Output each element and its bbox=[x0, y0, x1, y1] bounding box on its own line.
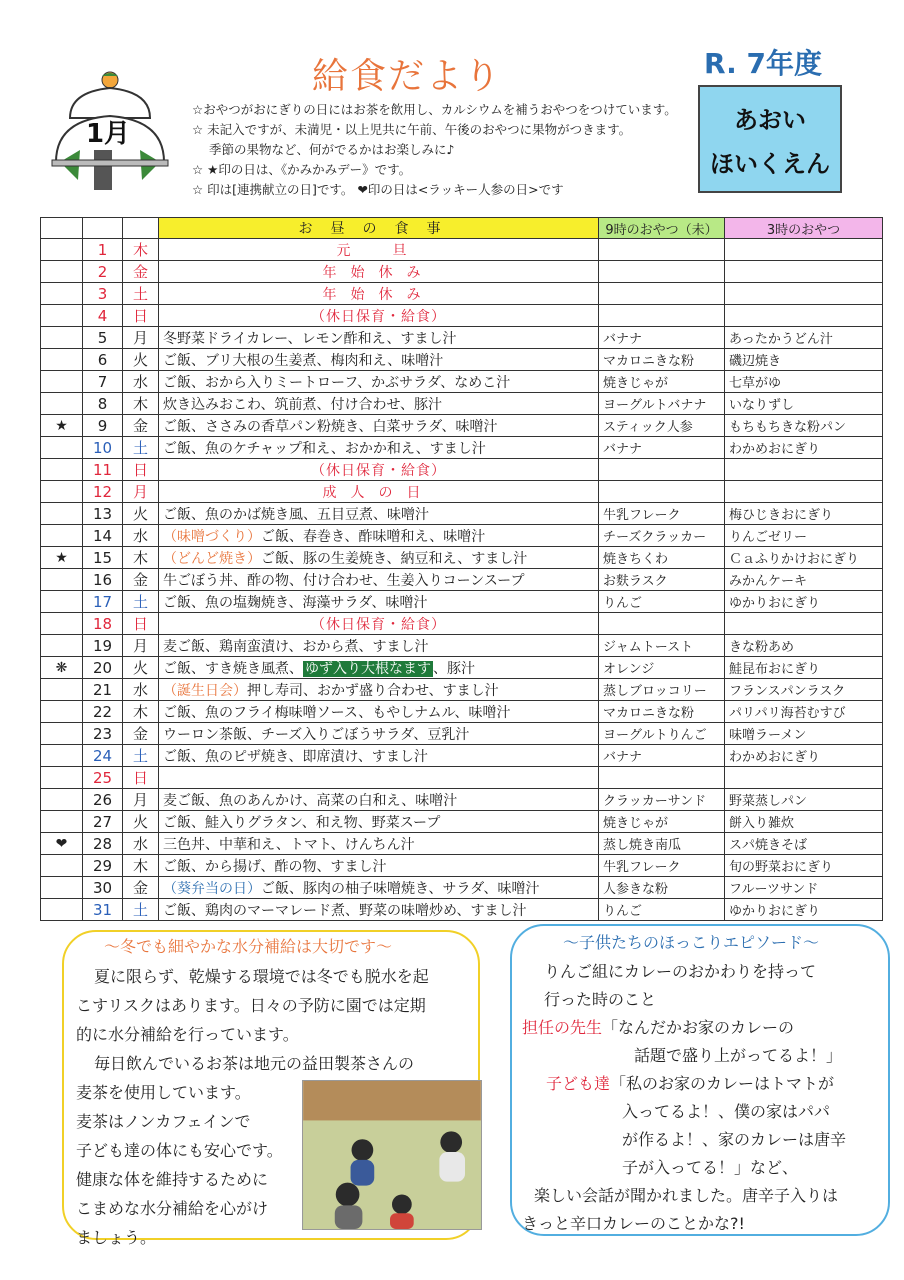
snack9-cell bbox=[599, 239, 725, 261]
snack3-cell: きな粉あめ bbox=[725, 635, 883, 657]
snack3-cell: パリパリ海苔むすび bbox=[725, 701, 883, 723]
mark-cell bbox=[41, 327, 83, 349]
snack3-cell bbox=[725, 283, 883, 305]
snack3-cell bbox=[725, 613, 883, 635]
snack3-cell: 餅入り雑炊 bbox=[725, 811, 883, 833]
lunch-text: ご飯、魚の塩麹焼き、海藻サラダ、味噌汁 bbox=[163, 594, 428, 611]
mark-cell bbox=[41, 877, 83, 899]
hydration-line: こまめな水分補給を心がけ bbox=[76, 1199, 269, 1218]
kids-line: 「私のお家のカレーはトマトが bbox=[610, 1074, 835, 1093]
lunch-cell bbox=[159, 393, 599, 415]
lunch-cell bbox=[159, 635, 599, 657]
snack9-cell: りんご bbox=[599, 591, 725, 613]
table-row bbox=[41, 723, 883, 745]
table-row bbox=[41, 899, 883, 921]
day-cell: 24 bbox=[83, 745, 123, 767]
dow-cell: 金 bbox=[123, 261, 159, 283]
table-row bbox=[41, 283, 883, 305]
mark-cell: ❋ bbox=[41, 657, 83, 679]
event-tag: （どんど焼き） bbox=[163, 550, 261, 567]
lunch-text: ご飯、ブリ大根の生姜煮、梅肉和え、味噌汁 bbox=[163, 352, 444, 369]
dow-cell: 土 bbox=[123, 745, 159, 767]
kids-line: 子が入ってる！」など、 bbox=[622, 1158, 799, 1177]
lunch-text: ご飯、魚のかば焼き風、五目豆煮、味噌汁 bbox=[163, 506, 429, 523]
snack9-cell: 牛乳フレーク bbox=[599, 855, 725, 877]
mark-cell: ★ bbox=[41, 547, 83, 569]
hydration-line: 的に水分補給を行っています。 bbox=[76, 1025, 299, 1044]
lunch-cell: （休日保育・給食） bbox=[159, 305, 599, 327]
snack3-cell: スパ焼きそば bbox=[725, 833, 883, 855]
table-row bbox=[41, 415, 883, 437]
mark-header bbox=[41, 218, 83, 239]
snack9-header: 9時のおやつ（未） bbox=[599, 218, 725, 239]
table-row bbox=[41, 679, 883, 701]
day-cell: 31 bbox=[83, 899, 123, 921]
day-cell: 18 bbox=[83, 613, 123, 635]
table-row bbox=[41, 811, 883, 833]
dow-cell: 木 bbox=[123, 547, 159, 569]
lunch-text: ご飯、豚肉の柚子味噌焼き、サラダ、味噌汁 bbox=[261, 880, 540, 897]
snack9-cell: りんご bbox=[599, 899, 725, 921]
lunch-cell bbox=[159, 767, 599, 789]
snack3-cell: 野菜蒸しパン bbox=[725, 789, 883, 811]
episode-outro: 楽しい会話が聞かれました。唐辛子入りは bbox=[534, 1186, 839, 1205]
mark-cell bbox=[41, 679, 83, 701]
hydration-line: こすリスクはあります。日々の予防に園では定期 bbox=[76, 996, 426, 1015]
nursery-name-line1: あおい bbox=[734, 105, 806, 134]
table-row bbox=[41, 239, 883, 261]
lunch-cell bbox=[159, 569, 599, 591]
table-row bbox=[41, 393, 883, 415]
lunch-cell: （休日保育・給食） bbox=[159, 459, 599, 481]
dow-cell: 火 bbox=[123, 503, 159, 525]
dow-cell: 水 bbox=[123, 833, 159, 855]
table-row bbox=[41, 767, 883, 789]
snack3-cell: わかめおにぎり bbox=[725, 437, 883, 459]
snack9-cell: 焼きじゃが bbox=[599, 371, 725, 393]
dow-cell: 日 bbox=[123, 767, 159, 789]
snack3-cell: 味噌ラーメン bbox=[725, 723, 883, 745]
table-row bbox=[41, 877, 883, 899]
snack3-cell bbox=[725, 305, 883, 327]
table-row bbox=[41, 327, 883, 349]
snack3-cell: もちもちきな粉パン bbox=[725, 415, 883, 437]
mark-cell bbox=[41, 899, 83, 921]
lunch-text: ご飯、鮭入りグラタン、和え物、野菜スープ bbox=[163, 814, 441, 831]
mark-cell bbox=[41, 789, 83, 811]
lunch-text: ご飯、魚のフライ梅味噌ソース、もやしナムル、味噌汁 bbox=[163, 704, 511, 721]
snack3-cell: Ｃａふりかけおにぎり bbox=[725, 547, 883, 569]
day-cell: 29 bbox=[83, 855, 123, 877]
lunch-cell bbox=[159, 437, 599, 459]
snack9-cell: ヨーグルトバナナ bbox=[599, 393, 725, 415]
fiscal-year: R. 7年度 bbox=[704, 47, 822, 80]
lunch-cell: （休日保育・給食） bbox=[159, 613, 599, 635]
lunch-text: 麦ご飯、魚のあんかけ、高菜の白和え、味噌汁 bbox=[163, 792, 458, 809]
mark-cell bbox=[41, 635, 83, 657]
mark-cell bbox=[41, 261, 83, 283]
lunch-text: ウーロン茶飯、チーズ入りごぼうサラダ、豆乳汁 bbox=[163, 726, 470, 743]
dow-cell: 木 bbox=[123, 239, 159, 261]
teacher-line: 話題で盛り上がってるよ！」 bbox=[634, 1046, 843, 1065]
lunch-cell bbox=[159, 415, 599, 437]
table-row bbox=[41, 613, 883, 635]
day-cell: 21 bbox=[83, 679, 123, 701]
day-cell: 27 bbox=[83, 811, 123, 833]
snack9-cell bbox=[599, 305, 725, 327]
day-cell: 12 bbox=[83, 481, 123, 503]
snack9-cell: マカロニきな粉 bbox=[599, 701, 725, 723]
mark-cell bbox=[41, 437, 83, 459]
kids-line: が作るよ！、家のカレーは唐辛 bbox=[622, 1130, 847, 1149]
table-row bbox=[41, 701, 883, 723]
teacher-label: 担任の先生 bbox=[522, 1018, 603, 1037]
table-row bbox=[41, 591, 883, 613]
mark-cell bbox=[41, 349, 83, 371]
kids-label: 子ども達 bbox=[546, 1074, 611, 1093]
table-row bbox=[41, 305, 883, 327]
dow-cell: 金 bbox=[123, 877, 159, 899]
mark-cell bbox=[41, 371, 83, 393]
lunch-text: ご飯、豚の生姜焼き、納豆和え、すまし汁 bbox=[261, 550, 528, 567]
snack9-cell: バナナ bbox=[599, 437, 725, 459]
dow-cell: 木 bbox=[123, 855, 159, 877]
lunch-text: ご飯、ささみの香草パン粉焼き、白菜サラダ、味噌汁 bbox=[163, 418, 498, 435]
mark-cell bbox=[41, 393, 83, 415]
lunch-cell: 元 旦 bbox=[159, 239, 599, 261]
table-row bbox=[41, 481, 883, 503]
mark-cell: ❤ bbox=[41, 833, 83, 855]
day-cell: 22 bbox=[83, 701, 123, 723]
table-row bbox=[41, 855, 883, 877]
day-cell: 13 bbox=[83, 503, 123, 525]
dow-cell: 月 bbox=[123, 635, 159, 657]
day-cell: 8 bbox=[83, 393, 123, 415]
snack3-cell: フランスパンラスク bbox=[725, 679, 883, 701]
lunch-header: お昼の食事 bbox=[159, 218, 599, 239]
dow-cell: 火 bbox=[123, 349, 159, 371]
hydration-line: 夏に限らず、乾燥する環境では冬でも脱水を起 bbox=[94, 967, 429, 986]
mark-cell bbox=[41, 481, 83, 503]
day-cell: 7 bbox=[83, 371, 123, 393]
table-row bbox=[41, 349, 883, 371]
dow-cell: 月 bbox=[123, 789, 159, 811]
lunch-text: ご飯、から揚げ、酢の物、すまし汁 bbox=[163, 858, 387, 875]
snack9-cell bbox=[599, 481, 725, 503]
snack3-cell: 旬の野菜おにぎり bbox=[725, 855, 883, 877]
lunch-cell bbox=[159, 657, 599, 679]
snack3-cell bbox=[725, 767, 883, 789]
event-tag: （誕生日会） bbox=[163, 682, 247, 699]
menu-table bbox=[40, 217, 883, 921]
episode-text bbox=[522, 958, 892, 1238]
lunch-cell bbox=[159, 745, 599, 767]
table-row bbox=[41, 525, 883, 547]
day-cell: 16 bbox=[83, 569, 123, 591]
snack3-cell bbox=[725, 239, 883, 261]
table-row bbox=[41, 503, 883, 525]
dow-cell: 土 bbox=[123, 899, 159, 921]
table-row bbox=[41, 261, 883, 283]
day-cell: 15 bbox=[83, 547, 123, 569]
lunch-text: 三色丼、中華和え、トマト、けんちん汁 bbox=[163, 836, 415, 853]
mark-cell bbox=[41, 503, 83, 525]
hydration-line: ましょう。 bbox=[76, 1228, 157, 1247]
snack9-cell: 蒸しブロッコリー bbox=[599, 679, 725, 701]
note-3: 季節の果物など、何がでるかはお楽しみに♪ bbox=[209, 142, 455, 157]
day-cell: 23 bbox=[83, 723, 123, 745]
lunch-cell bbox=[159, 701, 599, 723]
lunch-cell bbox=[159, 789, 599, 811]
lunch-cell bbox=[159, 349, 599, 371]
mark-cell bbox=[41, 459, 83, 481]
day-cell: 10 bbox=[83, 437, 123, 459]
table-row bbox=[41, 635, 883, 657]
children-drinking-photo bbox=[302, 1080, 482, 1230]
day-cell: 25 bbox=[83, 767, 123, 789]
lunch-cell bbox=[159, 855, 599, 877]
newsletter-title: 給食だより bbox=[312, 56, 503, 97]
day-cell: 30 bbox=[83, 877, 123, 899]
mark-cell bbox=[41, 283, 83, 305]
day-cell: 9 bbox=[83, 415, 123, 437]
snack9-cell bbox=[599, 459, 725, 481]
snack9-cell: マカロニきな粉 bbox=[599, 349, 725, 371]
episode-title: ～子供たちのほっこりエピソード～ bbox=[563, 933, 820, 952]
table-row bbox=[41, 745, 883, 767]
lunch-cell bbox=[159, 811, 599, 833]
table-row bbox=[41, 371, 883, 393]
day-cell: 11 bbox=[83, 459, 123, 481]
mark-cell bbox=[41, 525, 83, 547]
snack9-cell: 焼きじゃが bbox=[599, 811, 725, 833]
day-cell: 4 bbox=[83, 305, 123, 327]
snack3-cell: りんごゼリー bbox=[725, 525, 883, 547]
dow-cell: 水 bbox=[123, 525, 159, 547]
notes bbox=[192, 100, 682, 200]
snack9-cell: 人参きな粉 bbox=[599, 877, 725, 899]
dow-cell: 日 bbox=[123, 459, 159, 481]
lunch-text: 、豚汁 bbox=[433, 660, 475, 677]
day-cell: 26 bbox=[83, 789, 123, 811]
episode-outro: きっと辛口カレーのことかな?! bbox=[522, 1214, 745, 1233]
mark-cell bbox=[41, 745, 83, 767]
lunch-cell bbox=[159, 877, 599, 899]
dow-header bbox=[123, 218, 159, 239]
table-header bbox=[41, 218, 883, 239]
day-cell: 6 bbox=[83, 349, 123, 371]
dow-cell: 金 bbox=[123, 569, 159, 591]
table-row bbox=[41, 833, 883, 855]
lunch-cell bbox=[159, 371, 599, 393]
table-row bbox=[41, 547, 883, 569]
day-cell: 2 bbox=[83, 261, 123, 283]
dow-cell: 土 bbox=[123, 591, 159, 613]
mark-cell bbox=[41, 723, 83, 745]
dow-cell: 月 bbox=[123, 481, 159, 503]
lunch-cell: 年始休み bbox=[159, 283, 599, 305]
table-row bbox=[41, 789, 883, 811]
snack9-cell bbox=[599, 283, 725, 305]
lunch-cell bbox=[159, 591, 599, 613]
lunch-cell bbox=[159, 679, 599, 701]
hydration-line: 麦茶を使用しています。 bbox=[76, 1083, 251, 1102]
lunch-cell bbox=[159, 899, 599, 921]
snack3-cell: ゆかりおにぎり bbox=[725, 591, 883, 613]
mark-cell: ★ bbox=[41, 415, 83, 437]
snack3-cell: 鮭昆布おにぎり bbox=[725, 657, 883, 679]
lunch-cell bbox=[159, 547, 599, 569]
snack9-cell: チーズクラッカー bbox=[599, 525, 725, 547]
dow-cell: 水 bbox=[123, 679, 159, 701]
dow-cell: 金 bbox=[123, 723, 159, 745]
event-tag: （味噌づくり） bbox=[163, 528, 261, 545]
snack3-cell: 磯辺焼き bbox=[725, 349, 883, 371]
lunch-cell bbox=[159, 723, 599, 745]
snack3-cell: あったかうどん汁 bbox=[725, 327, 883, 349]
snack9-cell: ヨーグルトりんご bbox=[599, 723, 725, 745]
logo-month: 1月 bbox=[85, 119, 131, 149]
day-header bbox=[83, 218, 123, 239]
snack9-cell: 焼きちくわ bbox=[599, 547, 725, 569]
lunch-text: ご飯、魚のピザ焼き、即席漬け、すまし汁 bbox=[163, 748, 428, 765]
mark-cell bbox=[41, 239, 83, 261]
kagami-mochi-logo bbox=[50, 70, 170, 195]
mark-cell bbox=[41, 569, 83, 591]
lunch-cell: 年始休み bbox=[159, 261, 599, 283]
table-row bbox=[41, 569, 883, 591]
highlighted-dish: ゆず入り大根なます bbox=[305, 660, 431, 677]
day-cell: 17 bbox=[83, 591, 123, 613]
snack3-cell bbox=[725, 481, 883, 503]
day-cell: 20 bbox=[83, 657, 123, 679]
hydration-title: ～冬でも細やかな水分補給は大切です～ bbox=[104, 937, 393, 956]
lunch-text: 押し寿司、おかず盛り合わせ、すまし汁 bbox=[247, 682, 499, 699]
mark-cell bbox=[41, 767, 83, 789]
mark-cell bbox=[41, 591, 83, 613]
lunch-text: ご飯、魚のケチャップ和え、おかか和え、すまし汁 bbox=[163, 440, 486, 457]
dow-cell: 木 bbox=[123, 393, 159, 415]
snack9-cell: 牛乳フレーク bbox=[599, 503, 725, 525]
episode-intro: 行った時のこと bbox=[544, 990, 657, 1009]
snack3-cell: わかめおにぎり bbox=[725, 745, 883, 767]
note-5: ☆ 印は[連携献立の日]です。 ❤印の日は<ラッキー人参の日>です bbox=[192, 182, 564, 197]
dow-cell: 日 bbox=[123, 613, 159, 635]
day-cell: 14 bbox=[83, 525, 123, 547]
table-row bbox=[41, 437, 883, 459]
snack9-cell: ジャムトースト bbox=[599, 635, 725, 657]
snack9-cell bbox=[599, 261, 725, 283]
hydration-line: 麦茶はノンカフェインで bbox=[76, 1112, 251, 1131]
snack9-cell: スティック人参 bbox=[599, 415, 725, 437]
snack9-cell: バナナ bbox=[599, 327, 725, 349]
day-cell: 3 bbox=[83, 283, 123, 305]
lunch-cell bbox=[159, 503, 599, 525]
snack3-cell bbox=[725, 459, 883, 481]
lunch-text: ご飯、すき焼き風煮、 bbox=[163, 660, 303, 677]
lunch-text: 冬野菜ドライカレー、レモン酢和え、すまし汁 bbox=[163, 330, 457, 347]
snack3-header: 3時のおやつ bbox=[725, 218, 883, 239]
lunch-text: ご飯、春巻き、酢味噌和え、味噌汁 bbox=[261, 528, 486, 545]
mark-cell bbox=[41, 855, 83, 877]
hydration-line: 子ども達の体にも安心です。 bbox=[76, 1141, 283, 1160]
lunch-text: 麦ご飯、鶏南蛮漬け、おから煮、すまし汁 bbox=[163, 638, 429, 655]
snack3-cell: いなりずし bbox=[725, 393, 883, 415]
dow-cell: 月 bbox=[123, 327, 159, 349]
note-4: ☆ ★印の日は、《かみかみデー》です。 bbox=[192, 162, 412, 177]
mark-cell bbox=[41, 613, 83, 635]
snack3-cell: フルーツサンド bbox=[725, 877, 883, 899]
snack9-cell bbox=[599, 613, 725, 635]
lunch-cell: 成人の日 bbox=[159, 481, 599, 503]
lunch-cell bbox=[159, 327, 599, 349]
snack9-cell: バナナ bbox=[599, 745, 725, 767]
table-row bbox=[41, 657, 883, 679]
note-2: ☆ 未記入ですが、未満児・以上児共に午前、午後のおやつに果物がつきます。 bbox=[192, 122, 632, 137]
snack9-cell: お麩ラスク bbox=[599, 569, 725, 591]
nursery-name-line2: ほいくえん bbox=[710, 149, 830, 178]
hydration-line: 毎日飲んでいるお茶は地元の益田製茶さんの bbox=[94, 1054, 415, 1073]
snack3-cell: みかんケーキ bbox=[725, 569, 883, 591]
lunch-text: 炊き込みおこわ、筑前煮、付け合わせ、豚汁 bbox=[163, 396, 443, 413]
lunch-text: ご飯、おから入りミートローフ、かぶサラダ、なめこ汁 bbox=[163, 374, 511, 391]
snack9-cell bbox=[599, 767, 725, 789]
dow-cell: 水 bbox=[123, 371, 159, 393]
lunch-text: ご飯、鶏肉のマーマレード煮、野菜の味噌炒め、すまし汁 bbox=[163, 902, 527, 919]
dow-cell: 日 bbox=[123, 305, 159, 327]
day-cell: 5 bbox=[83, 327, 123, 349]
dow-cell: 土 bbox=[123, 437, 159, 459]
mark-cell bbox=[41, 701, 83, 723]
mark-cell bbox=[41, 305, 83, 327]
snack9-cell: 蒸し焼き南瓜 bbox=[599, 833, 725, 855]
dow-cell: 火 bbox=[123, 811, 159, 833]
event-tag: （葵弁当の日） bbox=[163, 880, 261, 897]
lunch-text: 牛ごぼう丼、酢の物、付け合わせ、生姜入りコーンスープ bbox=[163, 572, 525, 589]
table-row bbox=[41, 459, 883, 481]
lunch-cell bbox=[159, 525, 599, 547]
snack3-cell bbox=[725, 261, 883, 283]
snack9-cell: オレンジ bbox=[599, 657, 725, 679]
lunch-cell bbox=[159, 833, 599, 855]
note-1: ☆おやつがおにぎりの日にはお茶を飲用し、カルシウムを補うおやつをつけています。 bbox=[192, 102, 677, 117]
dow-cell: 金 bbox=[123, 415, 159, 437]
episode-intro: りんご組にカレーのおかわりを持って bbox=[544, 962, 817, 981]
day-cell: 19 bbox=[83, 635, 123, 657]
dow-cell: 木 bbox=[123, 701, 159, 723]
hydration-line: 健康な体を維持するために bbox=[76, 1170, 269, 1189]
snack9-cell: クラッカーサンド bbox=[599, 789, 725, 811]
day-cell: 28 bbox=[83, 833, 123, 855]
kids-line: 入ってるよ！、僕の家はパパ bbox=[622, 1102, 831, 1121]
teacher-line: 「なんだかお家のカレーの bbox=[602, 1018, 795, 1037]
day-cell: 1 bbox=[83, 239, 123, 261]
snack3-cell: ゆかりおにぎり bbox=[725, 899, 883, 921]
snack3-cell: 梅ひじきおにぎり bbox=[725, 503, 883, 525]
snack3-cell: 七草がゆ bbox=[725, 371, 883, 393]
dow-cell: 土 bbox=[123, 283, 159, 305]
nursery-name-box bbox=[698, 85, 842, 193]
dow-cell: 火 bbox=[123, 657, 159, 679]
mark-cell bbox=[41, 811, 83, 833]
